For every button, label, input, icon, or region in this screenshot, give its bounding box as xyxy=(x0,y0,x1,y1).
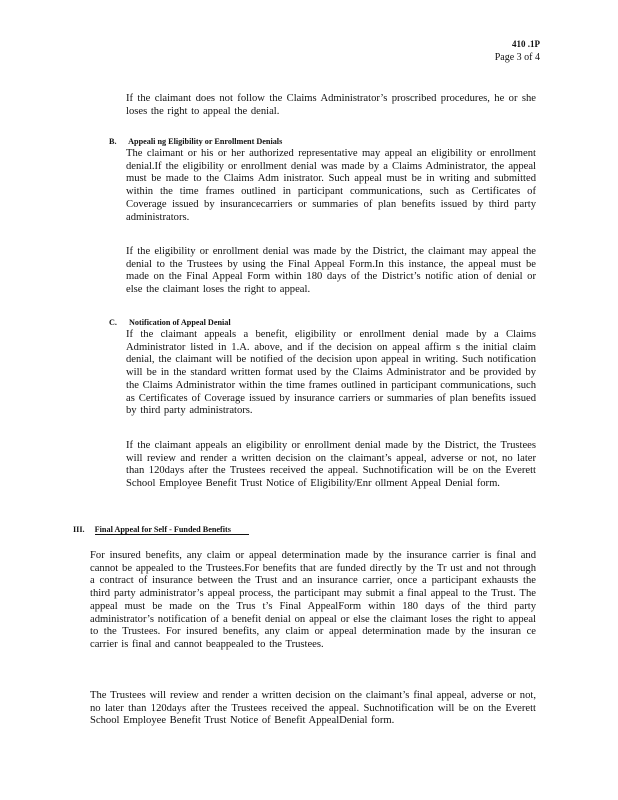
page-header xyxy=(495,38,540,64)
section-iii-title: Final Appeal for Self - Funded Benefits xyxy=(95,525,249,535)
doc-code: 410 .1P xyxy=(512,39,540,49)
section-b-label: B. xyxy=(109,137,117,146)
section-c-paragraph-2: If the claimant appeals an eligibility or enrollment denial made by the District, the Trustees will review and render a written decision on the claimant’s appeal, adverse or not, no later than 120days after the Trustees received the appeal. Suchnotification will be on the Everett School Employee Benefit Trust Notice of Eligibility/Enr ollment Appeal Denial form. xyxy=(126,440,536,490)
intro-paragraph: If the claimant does not follow the Claims Administrator’s proscribed procedures, he or she loses the right to appeal the denial. xyxy=(126,93,536,117)
section-c-label: C. xyxy=(109,318,117,327)
section-iii-heading xyxy=(73,525,249,534)
section-b-heading xyxy=(109,137,282,146)
section-c-title: Notification of Appeal Denial xyxy=(129,318,231,327)
section-c-heading xyxy=(109,318,231,327)
section-b-paragraph-1: The claimant or his or her authorized representative may appeal an eligibility or enrollment denial.If the eligibility or enrollment denial was made by a Claims Administrator, the appeal must be made to the Claims Adm inistrator. Such appeal must be in writing and submitted within the time frames outlined in participant communications, such as Certificates of Coverage issued by insurancecarriers or summaries of plan benefits issued by third party administrators. xyxy=(126,148,536,223)
section-iii-label: III. xyxy=(73,525,85,534)
page-number: Page 3 of 4 xyxy=(494,52,540,63)
section-iii-paragraph-2: The Trustees will review and render a written decision on the claimant’s final appeal, adverse or not, no later than 120days after the Trustees received the appeal. Suchnotification will be on the Everett School Employee Benefit Trust Notice of Benefit AppealDenial form. xyxy=(90,690,536,727)
section-b-title: Appeali ng Eligibility or Enrollment Denials xyxy=(128,137,283,146)
section-b-paragraph-2: If the eligibility or enrollment denial was made by the District, the claimant may appeal the denial to the Trustees by using the Final Appeal Form.In this instance, the appeal must be made on the Final Appeal Form within 180 days of the District’s notific ation of denial or else the claimant loses the right to appeal. xyxy=(126,246,536,296)
section-iii-paragraph-1: For insured benefits, any claim or appeal determination made by the insurance carrier is final and cannot be appealed to the Trustees.For benefits that are funded directly by the Tr ust and not through a contract of insurance between the Trust and an insurance carrier, once a participant exhausts the third party administrator’s appeal process, the participant may submit a final appeal to the Trust. The appeal must be made on the Trus t’s Final AppealForm within 180 days of the third party administrator’s notification of a benefit denial on appeal or else the claimant loses the right to appeal to the Trustees. For insured benefits, any claim or appeal determination made by the insuran ce carrier is final and cannot beappealed to the Trustees. xyxy=(90,550,536,650)
section-c-paragraph-1: If the claimant appeals a benefit, eligibility or enrollment denial made by a Claims Administrator listed in 1.A. above, and if the decision on appeal affirm s the initial claim denial, the claimant will be notified of the decision upon appeal in writing. Such notification will be in the standard written format used by the Claims Administrator and be provided by the Claims Administrator within the time frames outlined in participant communications, such as Certificates of Coverage issued by insurance carriers or summaries of plan benefits issued by third party administrators. xyxy=(126,329,536,417)
